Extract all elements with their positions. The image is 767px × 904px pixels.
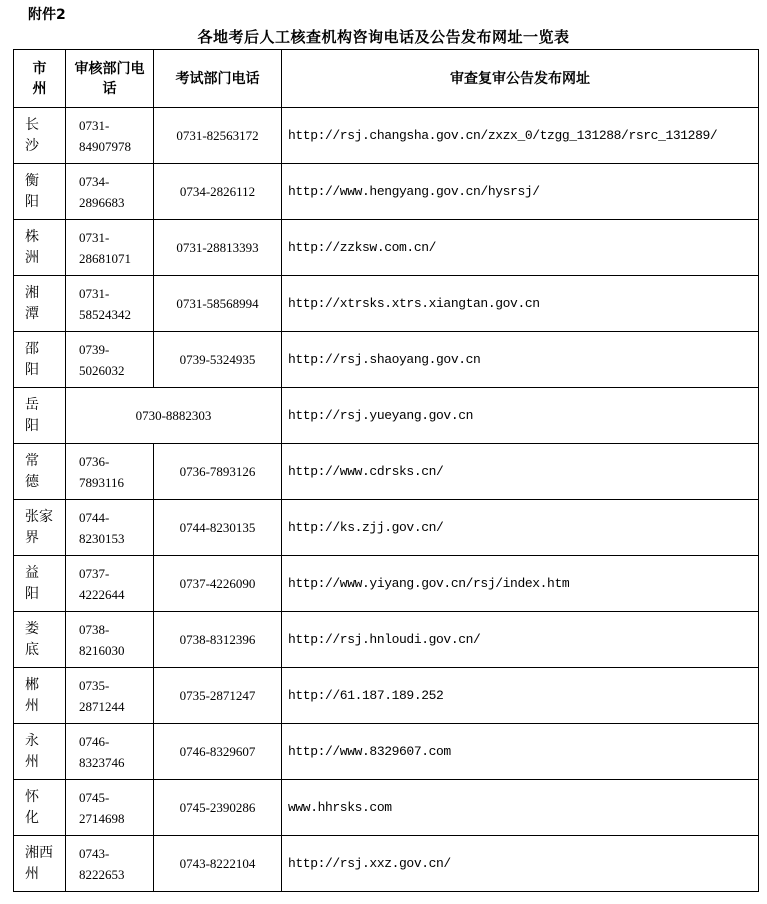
url-cell[interactable]: http://www.yiyang.gov.cn/rsj/index.htm bbox=[282, 556, 759, 612]
url-cell[interactable]: http://ks.zjj.gov.cn/ bbox=[282, 500, 759, 556]
review-phone-cell: 0738-8216030 bbox=[66, 612, 154, 668]
url-cell[interactable]: http://rsj.xxz.gov.cn/ bbox=[282, 836, 759, 892]
exam-phone-cell: 0734-2826112 bbox=[154, 164, 282, 220]
exam-phone-cell: 0735-2871247 bbox=[154, 668, 282, 724]
review-phone-cell: 0739-5026032 bbox=[66, 332, 154, 388]
city-cell: 常 德 bbox=[14, 444, 66, 500]
exam-phone-cell: 0744-8230135 bbox=[154, 500, 282, 556]
exam-phone-cell: 0736-7893126 bbox=[154, 444, 282, 500]
exam-phone-cell: 0739-5324935 bbox=[154, 332, 282, 388]
city-cell: 株 洲 bbox=[14, 220, 66, 276]
url-cell[interactable]: http://61.187.189.252 bbox=[282, 668, 759, 724]
url-cell[interactable]: http://zzksw.com.cn/ bbox=[282, 220, 759, 276]
table-row bbox=[14, 668, 759, 724]
city-cell: 湘西州 bbox=[14, 836, 66, 892]
contact-table bbox=[13, 49, 759, 892]
exam-phone-cell: 0731-82563172 bbox=[154, 108, 282, 164]
city-cell: 怀 化 bbox=[14, 780, 66, 836]
exam-phone-cell: 0745-2390286 bbox=[154, 780, 282, 836]
city-cell: 衡 阳 bbox=[14, 164, 66, 220]
url-cell[interactable]: http://www.hengyang.gov.cn/hysrsj/ bbox=[282, 164, 759, 220]
table-row bbox=[14, 444, 759, 500]
exam-phone-cell: 0746-8329607 bbox=[154, 724, 282, 780]
city-cell: 益 阳 bbox=[14, 556, 66, 612]
review-phone-cell: 0743-8222653 bbox=[66, 836, 154, 892]
city-cell: 张家界 bbox=[14, 500, 66, 556]
page-title: 各地考后人工核查机构咨询电话及公告发布网址一览表 bbox=[197, 28, 570, 46]
review-phone-cell: 0731-84907978 bbox=[66, 108, 154, 164]
table-row bbox=[14, 388, 759, 444]
review-phone-cell: 0745-2714698 bbox=[66, 780, 154, 836]
header-review-phone: 审核部门电话 bbox=[66, 50, 154, 108]
table-row bbox=[14, 500, 759, 556]
url-cell[interactable]: http://rsj.changsha.gov.cn/zxzx_0/tzgg_131288/rsrc_131289/ bbox=[282, 108, 759, 164]
table-row bbox=[14, 332, 759, 388]
exam-phone-cell: 0738-8312396 bbox=[154, 612, 282, 668]
url-cell[interactable]: http://www.cdrsks.cn/ bbox=[282, 444, 759, 500]
header-exam-phone: 考试部门电话 bbox=[154, 50, 282, 108]
table-row bbox=[14, 556, 759, 612]
attachment-label: 附件2 bbox=[28, 7, 66, 23]
url-cell[interactable]: http://www.8329607.com bbox=[282, 724, 759, 780]
table-row bbox=[14, 724, 759, 780]
table-row bbox=[14, 108, 759, 164]
exam-phone-cell: 0731-58568994 bbox=[154, 276, 282, 332]
table-row bbox=[14, 220, 759, 276]
city-cell: 邵 阳 bbox=[14, 332, 66, 388]
exam-phone-cell: 0743-8222104 bbox=[154, 836, 282, 892]
city-cell: 郴 州 bbox=[14, 668, 66, 724]
review-phone-cell: 0736-7893116 bbox=[66, 444, 154, 500]
city-cell: 娄 底 bbox=[14, 612, 66, 668]
review-phone-cell: 0734-2896683 bbox=[66, 164, 154, 220]
url-cell[interactable]: http://rsj.shaoyang.gov.cn bbox=[282, 332, 759, 388]
header-city: 市 州 bbox=[14, 50, 66, 108]
table-row bbox=[14, 612, 759, 668]
review-phone-cell: 0744-8230153 bbox=[66, 500, 154, 556]
city-cell: 长 沙 bbox=[14, 108, 66, 164]
url-cell[interactable]: http://rsj.hnloudi.gov.cn/ bbox=[282, 612, 759, 668]
city-cell: 岳 阳 bbox=[14, 388, 66, 444]
table-header-row bbox=[14, 50, 759, 108]
city-cell: 永 州 bbox=[14, 724, 66, 780]
header-url: 审查复审公告发布网址 bbox=[282, 50, 759, 108]
merged-phone-cell: 0730-8882303 bbox=[66, 388, 282, 444]
table-row bbox=[14, 276, 759, 332]
review-phone-cell: 0731-28681071 bbox=[66, 220, 154, 276]
url-cell[interactable]: http://xtrsks.xtrs.xiangtan.gov.cn bbox=[282, 276, 759, 332]
city-cell: 湘 潭 bbox=[14, 276, 66, 332]
url-cell[interactable]: www.hhrsks.com bbox=[282, 780, 759, 836]
review-phone-cell: 0731-58524342 bbox=[66, 276, 154, 332]
table-row bbox=[14, 836, 759, 892]
exam-phone-cell: 0737-4226090 bbox=[154, 556, 282, 612]
table-row bbox=[14, 780, 759, 836]
url-cell[interactable]: http://rsj.yueyang.gov.cn bbox=[282, 388, 759, 444]
review-phone-cell: 0735-2871244 bbox=[66, 668, 154, 724]
exam-phone-cell: 0731-28813393 bbox=[154, 220, 282, 276]
review-phone-cell: 0746-8323746 bbox=[66, 724, 154, 780]
table-row bbox=[14, 164, 759, 220]
review-phone-cell: 0737-4222644 bbox=[66, 556, 154, 612]
